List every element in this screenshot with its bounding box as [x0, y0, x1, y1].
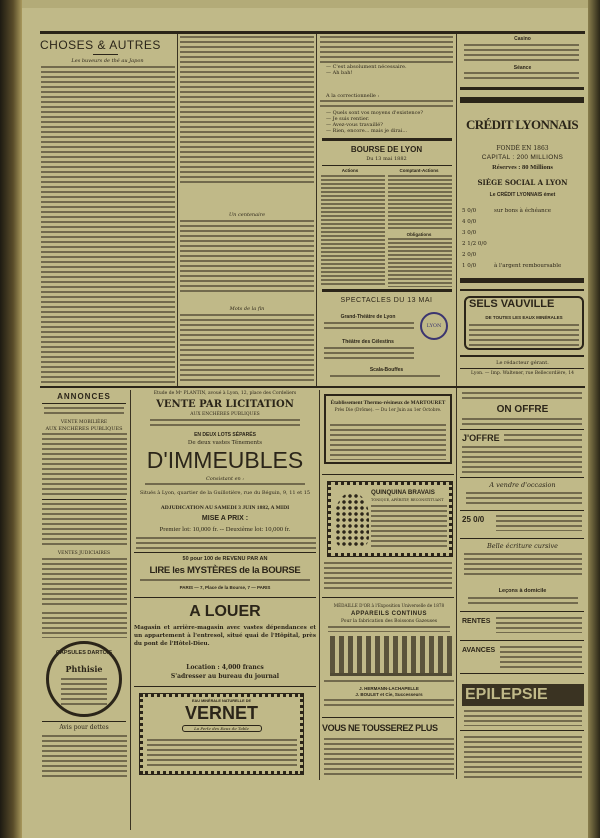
credit-emet: Le CRÉDIT LYONNAIS émet — [489, 192, 556, 198]
divider — [322, 138, 452, 141]
dialogue-line: — C'est absolument nécessaire. — [326, 64, 407, 70]
machines-illustration — [330, 636, 452, 676]
bourse-table — [388, 238, 452, 287]
article-subtitle: Mots de la fin — [229, 306, 265, 312]
divider — [460, 673, 584, 674]
licitation-title: VENTE PAR LICITATION — [156, 399, 294, 410]
licitation-adjudication: ADJUDICATION AU SAMEDI 3 JUIN 1882, A MIDI — [160, 505, 290, 511]
seance-body — [464, 72, 579, 82]
section-title: CHOSES & AUTRES — [40, 38, 161, 52]
licitation-nota — [136, 537, 316, 550]
divider — [322, 474, 454, 475]
dialogue-line: — Quels sont vos moyens d'existence? — [326, 110, 424, 116]
licitation-immeubles: D'IMMEUBLES — [146, 447, 304, 473]
mysteres-body — [140, 579, 310, 582]
divider — [460, 289, 584, 291]
vendre-title: A vendre d'occasion — [489, 481, 556, 489]
library-stamp: LYON — [420, 312, 448, 340]
percent-title: 25 0/0 — [462, 515, 485, 524]
licitation-sub: AUX ENCHÈRES PUBLIQUES — [190, 412, 260, 417]
annonce-body — [44, 407, 124, 417]
dialogue-heading: A la correctionnelle : — [326, 93, 380, 99]
credit-lyonnais-title: CRÉDIT LYONNAIS — [465, 117, 578, 132]
thermo-title: Établissement Thermo-résineux de MARTOURET — [330, 400, 446, 406]
annonce-heading: VENTE MOBILIÈRE — [60, 420, 108, 425]
divider — [460, 429, 584, 430]
licitation-body — [145, 483, 305, 487]
divider — [134, 552, 316, 553]
ad-body — [464, 553, 582, 577]
annonce-heading: AUX ENCHÈRES PUBLIQUES — [45, 426, 123, 432]
article-body — [180, 220, 314, 292]
ad-body — [468, 597, 578, 607]
divider — [322, 165, 452, 166]
louer-contact: S'adresser au bureau du journal — [170, 673, 280, 680]
capsules-body — [61, 678, 107, 708]
annonces-title: ANNONCES — [57, 392, 111, 401]
casino-title: Casino — [514, 36, 531, 42]
rate-value: 3 0/0 — [462, 230, 477, 236]
article-subtitle: Les buveurs de thé au Japon — [71, 58, 144, 64]
thermo-sub: Près Die (Drôme). — Du 1er Juin au 1er Octobre. — [334, 408, 442, 413]
vernet-tagline: La Perle des Eaux de Table — [182, 725, 262, 732]
divider — [460, 87, 584, 90]
appareils-maker: J. HERMANN-LACHAPELLE — [359, 686, 419, 691]
ad-body — [462, 418, 582, 426]
licitation-lots: EN DEUX LOTS SÉPARÉS — [194, 432, 256, 438]
appareils-successor: J. BOULET et Cie, Successeurs — [355, 692, 423, 697]
divider — [42, 721, 126, 722]
appareils-body — [324, 680, 454, 683]
rate-row — [462, 230, 584, 241]
column-divider — [130, 390, 131, 830]
divider — [134, 686, 316, 687]
capsules-phthisie: Phthisie — [65, 664, 103, 674]
pharmacies-list — [324, 562, 452, 592]
seance-title: Séance — [513, 65, 532, 71]
appareils-sub: Pour la fabrication des Boissons Gazeuses — [340, 619, 438, 624]
dialogue-line: — Je suis rentier. — [326, 116, 370, 122]
rate-row — [462, 252, 584, 263]
mysteres-address: PARIS — 7, Place de la Bourse, 7 — PARIS — [179, 585, 271, 590]
bouquet-illustration — [335, 493, 369, 547]
quinquina-body — [371, 505, 447, 549]
sels-sub: DE TOUTES LES EAUX MINÉRALES — [485, 315, 563, 320]
appareils-title: APPAREILS CONTINUS — [351, 611, 427, 617]
bourse-table — [388, 175, 452, 230]
ad-body — [462, 446, 582, 474]
rate-value: 5 0/0 — [462, 208, 477, 214]
rates-list — [462, 208, 584, 274]
divider — [42, 403, 126, 404]
divider — [460, 355, 584, 357]
ad-body — [496, 617, 582, 633]
bourse-col-header: Comptant-Actions — [399, 168, 439, 173]
section-rule — [40, 386, 585, 388]
ad-body — [504, 434, 582, 444]
theatre-listing — [330, 375, 440, 380]
divider — [460, 611, 584, 612]
ecriture-title: Belle écriture cursive — [486, 542, 559, 550]
article-body — [180, 314, 314, 384]
bourse-col-header: Obligations — [406, 232, 432, 237]
vernet-name: VERNET — [184, 703, 258, 723]
appareils-body — [328, 626, 450, 632]
divider — [460, 510, 584, 511]
ad-body — [464, 710, 582, 726]
printer-imprint: Lyon. — Imp. Waltener, rue Bellecordière, 14 — [471, 371, 574, 376]
sels-vauville-ad — [464, 296, 584, 350]
rate-term: à l'argent remboursable — [494, 263, 562, 269]
tousserez-title: VOUS NE TOUSSEREZ PLUS — [322, 723, 438, 733]
etude-line: Etude de Mᵉ PLANTIN, avoué à Lyon, 12, place des Cordeliers — [153, 391, 297, 396]
theatre-name: Théâtre des Célestins — [342, 339, 394, 345]
page-binding — [0, 0, 22, 838]
capsules-dartois-ad — [46, 641, 122, 717]
rate-value: 2 0/0 — [462, 252, 477, 258]
vernet-body — [147, 739, 297, 769]
column-divider — [456, 34, 457, 779]
dialogue-line: — Avez-vous travaillé? — [326, 122, 383, 128]
divider — [42, 499, 126, 500]
divider — [460, 97, 584, 103]
quinquina-sub: TONIQUE, APÉRITIF, RECONSTITUANT — [371, 498, 444, 502]
quinquina-ad — [328, 482, 452, 556]
spectacles-title: SPECTACLES DU 13 MAI — [340, 297, 433, 304]
divider — [460, 477, 584, 478]
ad-body — [464, 736, 582, 778]
annonce-heading: VENTES JUDICIAIRES — [57, 551, 111, 556]
divider — [134, 597, 316, 598]
annonce-body — [42, 558, 127, 608]
licitation-situes: Situés à Lyon, quartier de la Guillotière, rue du Béguin, 9, 11 et 15 — [139, 490, 311, 496]
dialogue-line: — Ah bah! — [326, 70, 353, 76]
theatre-listing — [324, 322, 414, 332]
gerant: Le rédacteur gérant. — [496, 360, 549, 366]
louer-location: Location : 4,000 francs — [186, 664, 264, 671]
thermo-body — [330, 424, 446, 460]
epilepsie-title: EPILEPSIE — [462, 684, 584, 706]
annonce-body — [42, 433, 127, 495]
page-edge — [588, 0, 600, 838]
divider — [460, 368, 584, 369]
louer-body: Magasin et arrière-magasin avec vastes dépendances et un appartement à l'entresol, situé quai de l'Hôpital, près du pont de l'Hôtel-Dieu. — [134, 625, 316, 647]
lecons-title: Leçons à domicile — [498, 588, 547, 594]
bourse-table — [321, 175, 385, 287]
joffre-title: J'OFFRE — [462, 433, 500, 443]
rate-value: 1 0/0 — [462, 263, 477, 269]
bourse-title: BOURSE DE LYON — [350, 145, 423, 154]
capsules-title: CAPSULES DARTOIS — [55, 650, 113, 656]
rate-term: sur bons à échéance — [494, 208, 552, 214]
licitation-tenements: De deux vastes Ténements — [187, 440, 263, 446]
vernet-ad — [140, 694, 303, 774]
mysteres-title: LIRE les MYSTÈRES de la BOURSE — [149, 565, 301, 576]
sels-title: SELS VAUVILLE — [469, 298, 555, 310]
ad-body — [496, 515, 582, 531]
licitation-mise: MISE A PRIX : — [201, 515, 249, 522]
louer-title: A LOUER — [189, 603, 261, 620]
rate-row — [462, 219, 584, 230]
theatre-name: Grand-Théâtre de Lyon — [340, 314, 396, 320]
rentes-title: RENTES — [462, 618, 491, 625]
divider — [322, 717, 454, 718]
ad-body — [500, 646, 582, 668]
annonce-body — [42, 503, 127, 545]
avis-title: Avis pour dettes — [59, 724, 109, 731]
avis-body — [42, 735, 127, 779]
credit-reserves: Réserves : 80 Millions — [492, 164, 553, 171]
bourse-date: Du 13 mai 1882 — [366, 156, 407, 162]
sels-body — [469, 324, 579, 348]
rate-value: 4 0/0 — [462, 219, 477, 225]
rate-row — [462, 241, 584, 252]
column-divider — [316, 34, 317, 386]
article-body — [41, 66, 175, 384]
licitation-prix: Premier lot: 10,000 fr. -- Deuxième lot: 10,000 fr. — [159, 526, 291, 533]
article-subtitle: Un centenaire — [228, 212, 266, 218]
appareils-body — [324, 699, 454, 706]
ad-body — [466, 492, 582, 506]
divider — [322, 289, 452, 292]
thermo-ad — [324, 394, 452, 464]
bourse-col-header: Actions — [341, 168, 359, 173]
article-body — [180, 36, 314, 186]
column-divider — [319, 390, 320, 780]
mysteres-top: 50 pour 100 de REVENU PAR AN — [182, 556, 268, 562]
dialogue-line: — Rien, encore... mais je dirai... — [326, 128, 408, 134]
credit-founded: FONDÉ EN 1863 — [496, 145, 549, 152]
divider — [460, 640, 584, 641]
top-rule — [40, 31, 585, 34]
rate-value: 2 1/2 0/0 — [462, 241, 487, 247]
licitation-body — [150, 419, 300, 428]
divider — [460, 278, 584, 283]
on-offre-title: ON OFFRE — [496, 404, 549, 415]
theatre-name: Scala-Bouffes — [369, 367, 404, 373]
ad-body — [462, 392, 582, 402]
avances-title: AVANCES — [462, 647, 496, 654]
article-body — [320, 36, 453, 64]
tousserez-body — [324, 738, 454, 778]
divider — [322, 597, 454, 598]
divider — [460, 538, 584, 539]
theatre-listing — [324, 347, 414, 361]
article-body — [320, 100, 453, 109]
annonce-body — [42, 612, 127, 638]
credit-siege: SIÈGE SOCIAL A LYON — [477, 178, 568, 187]
licitation-consistant: Consistant en : — [205, 476, 245, 482]
divider — [93, 54, 118, 55]
casino-body — [464, 44, 579, 62]
credit-capital: CAPITAL : 200 MILLIONS — [481, 154, 564, 161]
quinquina-title: QUINQUINA BRAVAIS — [371, 489, 435, 496]
rate-row — [462, 263, 584, 274]
column-divider — [177, 34, 178, 386]
vernet-top: EAU MINÉRALE NATURELLE DE — [192, 699, 251, 703]
rate-row — [462, 208, 584, 219]
divider — [460, 730, 584, 731]
appareils-medal: MÉDAILLE D'OR à l'Exposition Universelle de 1878 — [333, 603, 445, 608]
